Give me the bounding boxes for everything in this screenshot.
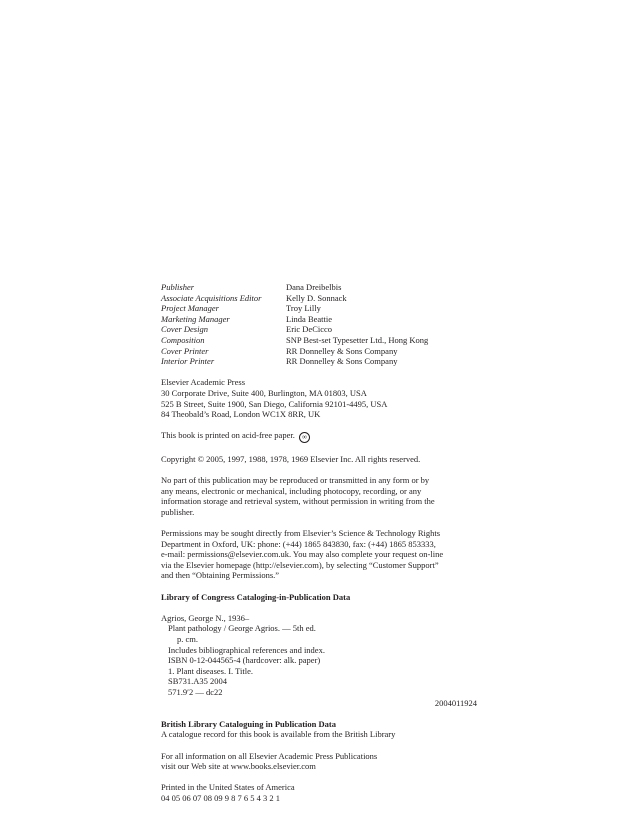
publisher-address — [161, 377, 477, 419]
info-section — [161, 751, 477, 772]
bl-heading: British Library Cataloguing in Publication Data — [161, 718, 336, 729]
address-line: 525 B Street, Suite 1900, San Diego, California 92101-4495, USA — [161, 398, 388, 409]
info-line: visit our Web site at www.books.elsevier.com — [161, 761, 316, 772]
permissions-line: Permissions may be sought directly from Elsevier’s Science & Technology Rights — [161, 528, 441, 539]
credit-role: Composition — [161, 334, 205, 345]
print-line: 04 05 06 07 08 09 9 8 7 6 5 4 3 2 1 — [161, 792, 280, 803]
loc-record — [161, 613, 477, 708]
loc-pages: p. cm. — [177, 634, 199, 644]
rights-line: information storage and retrieval system, without permission in writing from the — [161, 496, 435, 507]
credits-list — [161, 282, 477, 367]
permissions-line: Department in Oxford, UK: phone: (+44) 1865 843830, fax: (+44) 1865 853333, — [161, 538, 436, 549]
permissions-line: e-mail: permissions@elsevier.com.uk. You may also complete your request on-line — [161, 549, 444, 560]
acid-free-text: This book is printed on acid-free paper. — [161, 430, 295, 441]
address-line: 30 Corporate Drive, Suite 400, Burlington, MA 01803, USA — [161, 387, 367, 398]
credit-role: Interior Printer — [161, 356, 215, 367]
bl-text: A catalogue record for this book is available from the British Library — [161, 729, 396, 740]
address-line: Elsevier Academic Press — [161, 377, 246, 388]
address-line: 84 Theobald’s Road, London WC1X 8RR, UK — [161, 409, 321, 420]
credit-role: Cover Printer — [161, 345, 209, 356]
credit-name: Dana Dreibelbis — [286, 282, 342, 292]
rights-line: any means, electronic or mechanical, including photocopy, recording, or any — [161, 485, 422, 496]
loc-heading: Library of Congress Cataloging-in-Publication Data — [161, 591, 351, 602]
credit-role: Marketing Manager — [161, 313, 230, 324]
loc-title: Plant pathology / George Agrios. — 5th ed. — [168, 623, 316, 634]
loc-subjects: 1. Plant diseases. I. Title. — [168, 665, 254, 676]
acid-free-notice — [161, 430, 477, 443]
loc-lccn: 2004011924 — [434, 697, 477, 708]
british-library-section — [161, 719, 477, 740]
credit-name: Troy Lilly — [286, 303, 321, 314]
info-line: For all information on all Elsevier Academic Press Publications — [161, 750, 378, 761]
credit-role: Associate Acquisitions Editor — [161, 292, 262, 303]
credit-name: RR Donnelley & Sons Company — [286, 356, 398, 367]
permissions-line: via the Elsevier homepage (http://elsevier.com), by selecting “Customer Support” — [161, 559, 439, 570]
credit-role: Cover Design — [161, 324, 208, 335]
copyright-page — [161, 282, 477, 804]
infinity-icon: ∞ — [299, 432, 310, 443]
credit-name: Eric DeCicco — [286, 324, 333, 335]
loc-author: Agrios, George N., 1936– — [161, 612, 250, 623]
permissions-paragraph — [161, 528, 477, 581]
loc-dewey: 571.9′2 — dc22 — [168, 686, 223, 697]
loc-notes: Includes bibliographical references and index. — [168, 644, 325, 655]
credit-name: SNP Best-set Typesetter Ltd., Hong Kong — [286, 334, 429, 345]
credit-name: RR Donnelley & Sons Company — [286, 345, 398, 356]
permissions-line: and then “Obtaining Permissions.” — [161, 570, 280, 581]
credit-role: Project Manager — [161, 303, 219, 314]
rights-paragraph — [161, 475, 477, 517]
credit-name: Kelly D. Sonnack — [286, 292, 347, 303]
credit-role: Publisher — [161, 282, 195, 292]
rights-line: publisher. — [161, 506, 195, 517]
printed-in: Printed in the United States of America — [161, 782, 295, 793]
loc-isbn: ISBN 0-12-044565-4 (hardcover: alk. paper) — [168, 655, 321, 666]
loc-call-number: SB731.A35 2004 — [168, 676, 228, 687]
printing-section — [161, 782, 477, 803]
copyright-notice: Copyright © 2005, 1997, 1988, 1978, 1969 Elsevier Inc. All rights reserved. — [161, 453, 421, 464]
credit-name: Linda Beattie — [286, 313, 333, 324]
rights-line: No part of this publication may be reproduced or transmitted in any form or by — [161, 475, 430, 486]
